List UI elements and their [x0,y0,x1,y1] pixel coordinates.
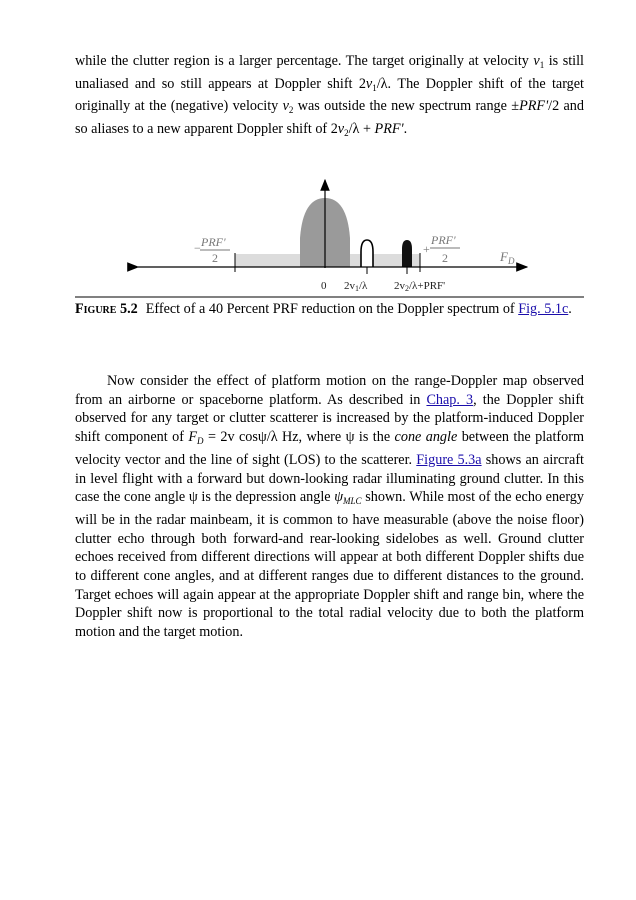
p2-psi: ψ [334,489,344,506]
p1-text-b: is still unaliased and so still appears at Doppler shift 2 [75,53,584,92]
target-v2-lobe [402,240,412,267]
paragraph-2 [75,372,584,642]
p1-prf1: PRF' [519,98,549,115]
caption-number: 5.2 [120,301,138,317]
p1-v2: v [282,98,289,115]
p1-v2b: v [337,121,345,138]
p1-v1b: v [365,75,373,92]
p1-text-e: /2 and so aliases to a new apparent Doppler shift of 2 [75,98,584,138]
p2-t4: between the platform velocity vector and the line of sight (LOS) to the scatterer. [75,429,584,468]
p2-t6: shown. While most of the echo energy will be in the radar mainbeam, it is common to have measurable (above the noise floor) clutter echo through both forward-and rear-looking sidelobes as well. Ground clutter echoes received from different directions will appear at both different Doppler shifts due to different cone angles, and at different ranges due to different distances to the ground. Target echoes will again appear at the appropriate Doppler shift and range bin, where the Doppler shift now is proportional to the total radial velocity due to both the platform motion and the target motion. [75,489,584,641]
fd-label-main: F [500,249,508,264]
tick-2v2-tail: /λ+PRF' [409,280,446,292]
p2-fd-sub: D [197,436,204,447]
chapter-3-link[interactable]: Chap. 3 [426,391,474,408]
p2-cone-angle: cone angle [394,429,458,446]
caption-label: Figure [75,301,117,317]
tick-2v1-sub: 1 [355,284,359,293]
p1-prf2: PRF' [374,121,404,138]
target-v1-lobe [361,240,373,267]
p1-text-g: . [403,121,408,138]
p1-v1-sub: 1 [539,60,545,70]
left-minus: − [194,241,201,255]
tick-2v2-main: 2v [394,280,405,292]
figure-5-3a-link[interactable]: Figure 5.3a [416,451,482,468]
p2-t3: = 2v cosψ/λ Hz, where ψ is the [203,429,395,446]
p1-v1: v [533,53,540,69]
p2-fd: F [188,429,198,446]
p1-v2-sub: 2 [288,105,294,116]
caption-end: . [568,301,572,317]
right-plus: + [423,242,430,256]
p1-text-f: /λ + [348,121,375,138]
p1-v2b-sub: 2 [344,128,349,139]
left-frac-den: 2 [212,251,218,265]
p1-text-a: while the clutter region is a larger percentage. The target originally at velocity [75,53,534,69]
p2-t1: Now consider the effect of platform motion on the range-Doppler map observed from an airborne or spaceborne platform. As described in [75,373,584,408]
left-frac-num: PRF' [201,235,226,249]
tick-label-zero: 0 [321,280,327,292]
doppler-spectrum-figure [0,0,636,300]
p2-t5: shows an aircraft in level flight with a forward but down-looking radar illuminating ground clutter. In this case the cone angle ψ is the depression angle [75,451,584,506]
tick-2v1-tail: /λ [359,280,368,292]
tick-2v1-main: 2v [344,280,355,292]
p2-psi-sub: MLC [343,496,362,507]
tick-label-2v1 [344,280,368,293]
figure-caption [75,300,584,319]
right-frac-num: PRF' [431,233,456,247]
p1-v1b-sub: 1 [372,82,377,93]
fd-label [499,249,515,266]
caption-figure-link[interactable]: Fig. 5.1c [518,301,569,317]
tick-label-2v2 [394,280,445,293]
p1-text-c: /λ. The Doppler shift of the target originally at the (negative) velocity [75,75,584,115]
p1-text-d: was outside the new spectrum range ± [293,98,520,115]
p2-t2: , the Doppler shift observed for any target or clutter scatterer is increased by the platform-induced Doppler shift component of [75,391,585,446]
fd-label-sub: D [507,256,515,266]
tick-2v2-sub: 2 [405,284,409,293]
right-frac-den: 2 [442,251,448,265]
caption-text: Effect of a 40 Percent PRF reduction on the Doppler spectrum of [145,301,519,317]
